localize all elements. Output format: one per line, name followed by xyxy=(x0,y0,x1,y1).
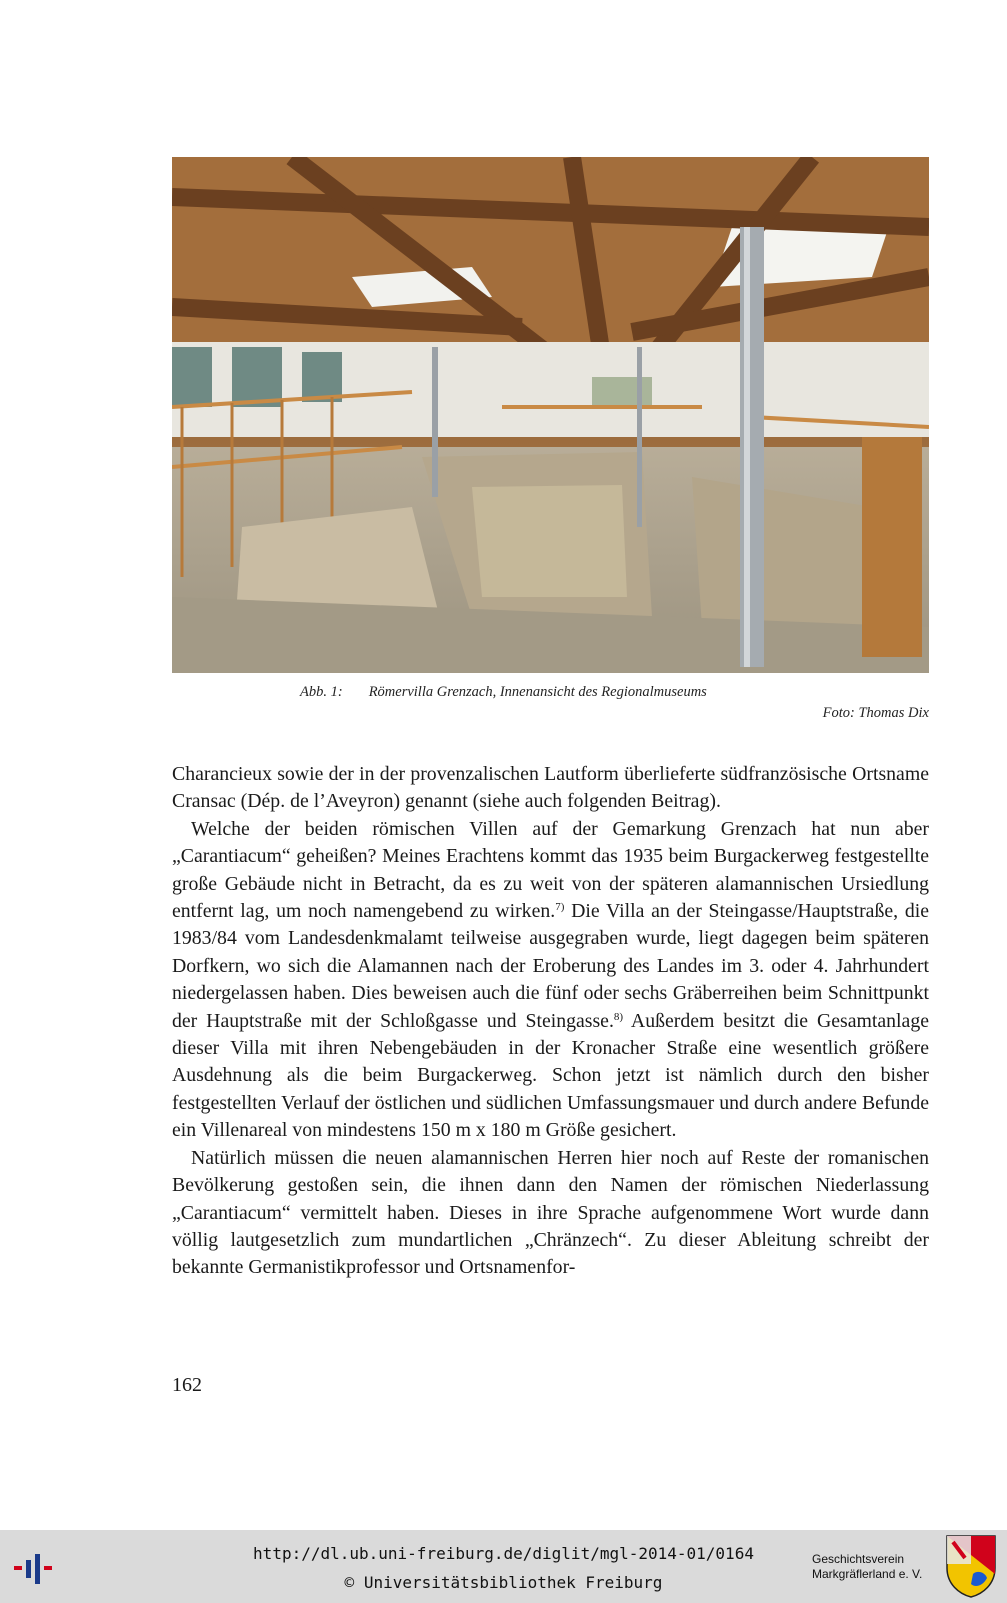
society-name xyxy=(812,1552,932,1582)
footnote-ref-7: 7) xyxy=(555,901,565,914)
page-number: 162 xyxy=(172,1374,202,1396)
paragraph-2 xyxy=(172,816,929,1145)
paragraph-2-part-2: Die Villa an der Steingasse/Hauptstraße, die 1983/84 vom Landesdenkmalamt teilweise ausgegraben wurde, liegt dagegen beim späteren Dorfkern, wo sich die Alamannen nach der Eroberung des Landes im 3. oder 4. Jahrhundert niedergelassen haben. Dies beweisen auch die fünf oder sechs Gräberreihen beim Schnittpunkt der Hauptstraße mit der Schloßgasse und Steingasse. xyxy=(172,900,929,1032)
figure-caption-text: Römervilla Grenzach, Innenansicht des Regionalmuseums xyxy=(368,684,707,700)
footer-copyright: © Universitätsbibliothek Freiburg xyxy=(344,1573,663,1592)
society-line-2: Markgräflerland e. V. xyxy=(812,1567,923,1581)
body-text xyxy=(172,761,929,1282)
paragraph-2-part-1: Welche der beiden römischen Villen auf der Gemarkung Grenzach hat nun aber „Carantiacum“ geheißen? Meines Erachtens kommt das 1935 beim Burgackerweg festgestellte große Gebäude nicht in Betracht, da es zu weit von der späteren alamannischen Ursiedlung entfernt lag, um noch namengebend zu wirken. xyxy=(172,817,929,923)
footnote-ref-8: 8) xyxy=(613,1010,624,1023)
footer-url-link[interactable]: http://dl.ub.uni-freiburg.de/diglit/mgl-2014-01/0164 xyxy=(253,1544,754,1563)
coat-of-arms-icon xyxy=(945,1534,997,1598)
paragraph-3: Natürlich müssen die neuen alamannischen Herren hier noch auf Reste der romanischen Bevölkerung gestoßen sein, die ihnen dann den Namen der römischen Niederlassung „Carantiacum“ vermittelt haben. Dieses in ihre Sprache aufgenommene Wort wurde dann völlig lautgesetzlich zum mundartlichen „Chränzech“. Zu dieser Ableitung schreibt der bekannte Germanistikprofessor und Ortsnamenfor- xyxy=(172,1146,929,1279)
figure-label: Abb. 1: xyxy=(300,684,343,700)
footer-bar xyxy=(0,1530,1007,1603)
museum-interior-photo xyxy=(172,157,929,673)
paragraph-1: Charancieux sowie der in der provenzalischen Lautform überlieferte südfranzösische Ortsname Cransac (Dép. de l’Aveyron) genannt (siehe auch folgenden Beitrag). xyxy=(172,763,929,813)
photo-credit: Foto: Thomas Dix xyxy=(822,705,929,721)
photo-illustration xyxy=(172,157,929,673)
paragraph-2-part-3: Außerdem besitzt die Gesamtanlage dieser Villa mit ihren Nebengebäuden in der Kronacher Straße eine wesentlich größere Ausdehnung als die beim Burgackerweg. Schon jetzt ist nämlich durch den bisher festgestellten Verlauf der östlichen und südlichen Umfassungsmauer und durch andere Befunde ein Villenareal von mindestens 150 m x 180 m Größe gesichert. xyxy=(172,1009,929,1142)
figure-caption xyxy=(300,684,707,701)
society-line-1: Geschichtsverein xyxy=(812,1552,905,1566)
